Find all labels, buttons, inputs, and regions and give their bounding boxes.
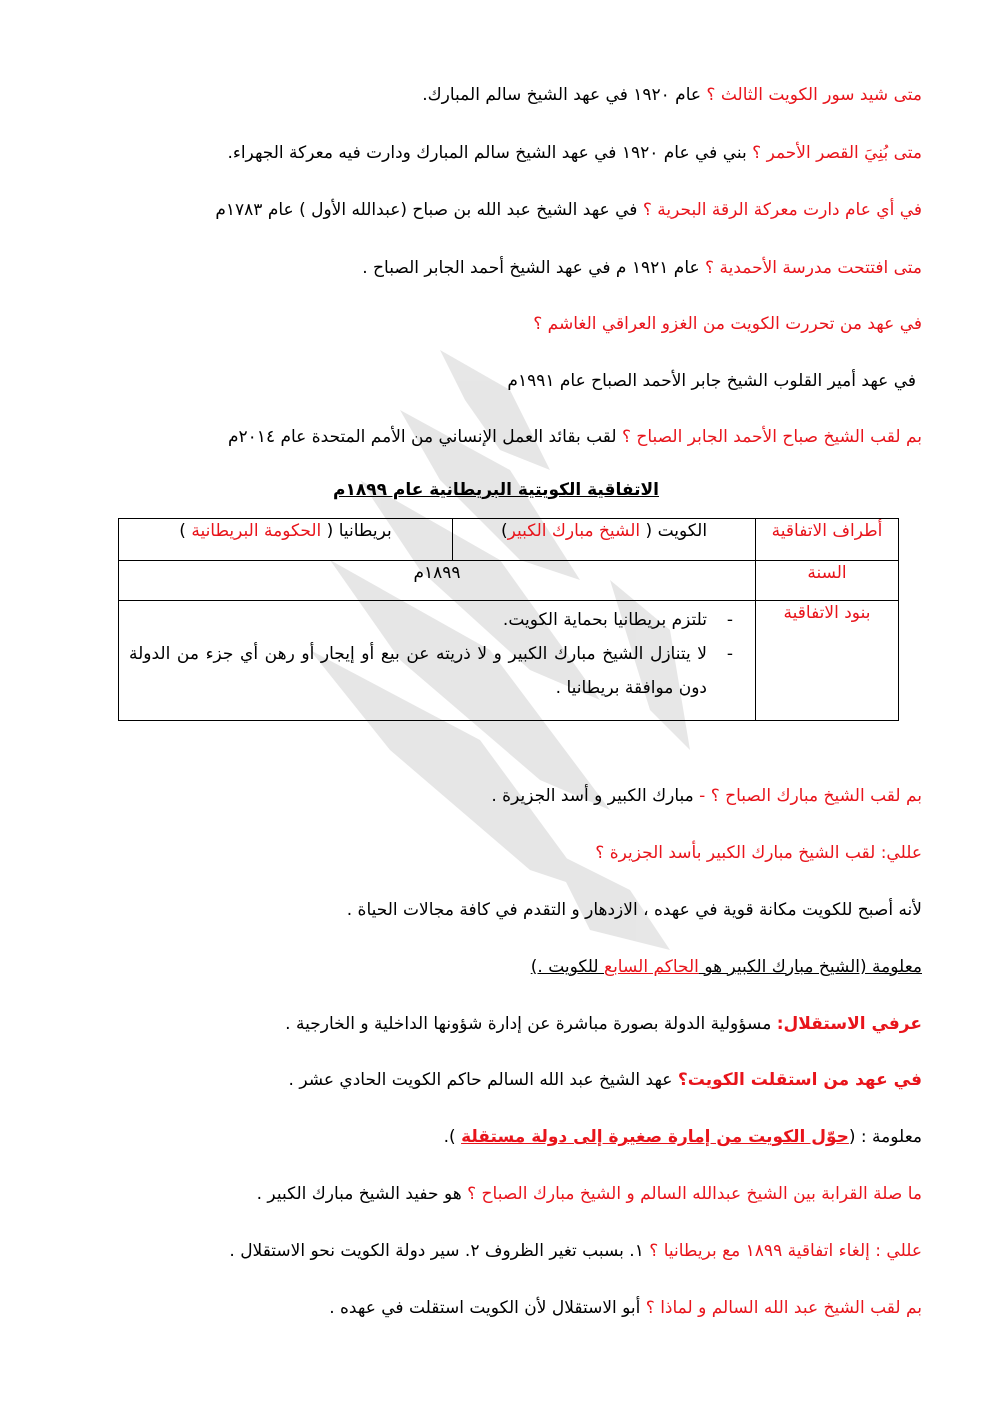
final-qa-line-1: ما صلة القرابة بين الشيخ عبدالله السالم و الشيخ مبارك الصباح ؟ هو حفيد الشيخ مبارك الكبير .	[256, 1184, 922, 1204]
answer: عام ١٩٢١ م في عهد الشيخ أحمد الجابر الصباح .	[362, 258, 706, 278]
question: في أي عام دارت معركة الرقة البحرية ؟	[642, 200, 922, 220]
question: بم لقب الشيخ صباح الأحمد الجابر الصباح ؟	[621, 427, 922, 447]
final-qa-line-3: بم لقب الشيخ عبد الله السالم و لماذا ؟ أبو الاستقلال لأن الكويت استقلت في عهده .	[329, 1298, 922, 1318]
question: متى بُنِيَ القصر الأحمر ؟	[752, 143, 922, 163]
parties-label: أطراف الاتفاقية	[756, 519, 899, 561]
mubarak-reason-answer: لأنه أصبح للكويت مكانة قوية في عهده ، الازدهار و التقدم في كافة مجالات الحياة .	[346, 900, 922, 920]
answer: لقب بقائد العمل الإنساني من الأمم المتحدة عام ٢٠١٤م	[228, 427, 622, 447]
final-qa-line-2: عللي : إلغاء اتفاقية ١٨٩٩ مع بريطانيا ؟ ١. بسبب تغير الظروف ٢. سير دولة الكويت نحو الاستقلال .	[229, 1241, 922, 1261]
mubarak-title-line: بم لقب الشيخ مبارك الصباح ؟ - مبارك الكبير و أسد الجزيرة .	[491, 786, 922, 806]
kuwait-party: الكويت ( الشيخ مبارك الكبير)	[453, 519, 756, 561]
table-row	[119, 519, 899, 561]
year-value: ١٨٩٩م	[119, 561, 756, 601]
britain-party: بريطانيا ( الحكومة البريطانية )	[119, 519, 453, 561]
qa-line-5	[533, 312, 922, 336]
qa-line-1	[422, 83, 922, 107]
independence-definition: عرفي الاستقلال: مسؤولية الدولة بصورة مباشرة عن إدارة شؤونها الداخلية و الخارجية .	[285, 1014, 922, 1034]
agreement-table	[118, 518, 899, 721]
mubarak-info-line: معلومة (الشيخ مبارك الكبير هو الحاكم السابع للكويت .)	[530, 957, 922, 977]
qa-line-7	[228, 425, 922, 449]
answer: في عهد أمير القلوب الشيخ جابر الأحمد الصباح عام ١٩٩١م	[507, 371, 916, 391]
list-item: - لا يتنازل الشيخ مبارك الكبير و لا ذريته عن بيع أو إيجار أو رهن أي جزء من الدولة دون موافقة بريطانيا .	[129, 637, 733, 705]
table-row	[119, 561, 899, 601]
qa-line-3	[215, 198, 922, 222]
independence-info: معلومة : (حوّل الكويت من إمارة صغيرة إلى دولة مستقلة ).	[443, 1127, 922, 1147]
agreement-title: الاتفاقية الكويتية البريطانية عام ١٨٩٩م	[333, 480, 659, 500]
qa-line-6	[507, 369, 916, 393]
answer: في عهد الشيخ عبد الله بن صباح (عبدالله الأول ) عام ١٧٨٣م	[215, 200, 643, 220]
question: متى افتتحت مدرسة الأحمدية ؟	[705, 258, 922, 278]
table-row	[119, 601, 899, 721]
question: في عهد من تحررت الكويت من الغزو العراقي الغاشم ؟	[533, 314, 922, 334]
mubarak-reason-question: عللي: لقب الشيخ مبارك الكبير بأسد الجزيرة ؟	[595, 843, 922, 863]
qa-line-4	[362, 256, 922, 280]
question: متى شيد سور الكويت الثالث ؟	[706, 85, 922, 105]
independence-question: في عهد من استقلت الكويت؟ عهد الشيخ عبد الله السالم حاكم الكويت الحادي عشر .	[288, 1070, 922, 1090]
qa-line-2	[227, 141, 922, 165]
answer: بني في عام ١٩٢٠ في عهد الشيخ سالم المبارك ودارت فيه معركة الجهراء.	[227, 143, 753, 163]
clauses-label: بنود الاتفاقية	[756, 601, 899, 721]
answer: عام ١٩٢٠ في عهد الشيخ سالم المبارك.	[422, 85, 707, 105]
clauses-list	[129, 603, 745, 711]
year-label: السنة	[756, 561, 899, 601]
list-item: - تلتزم بريطانيا بحماية الكويت.	[129, 603, 733, 637]
clauses-cell	[119, 601, 756, 721]
